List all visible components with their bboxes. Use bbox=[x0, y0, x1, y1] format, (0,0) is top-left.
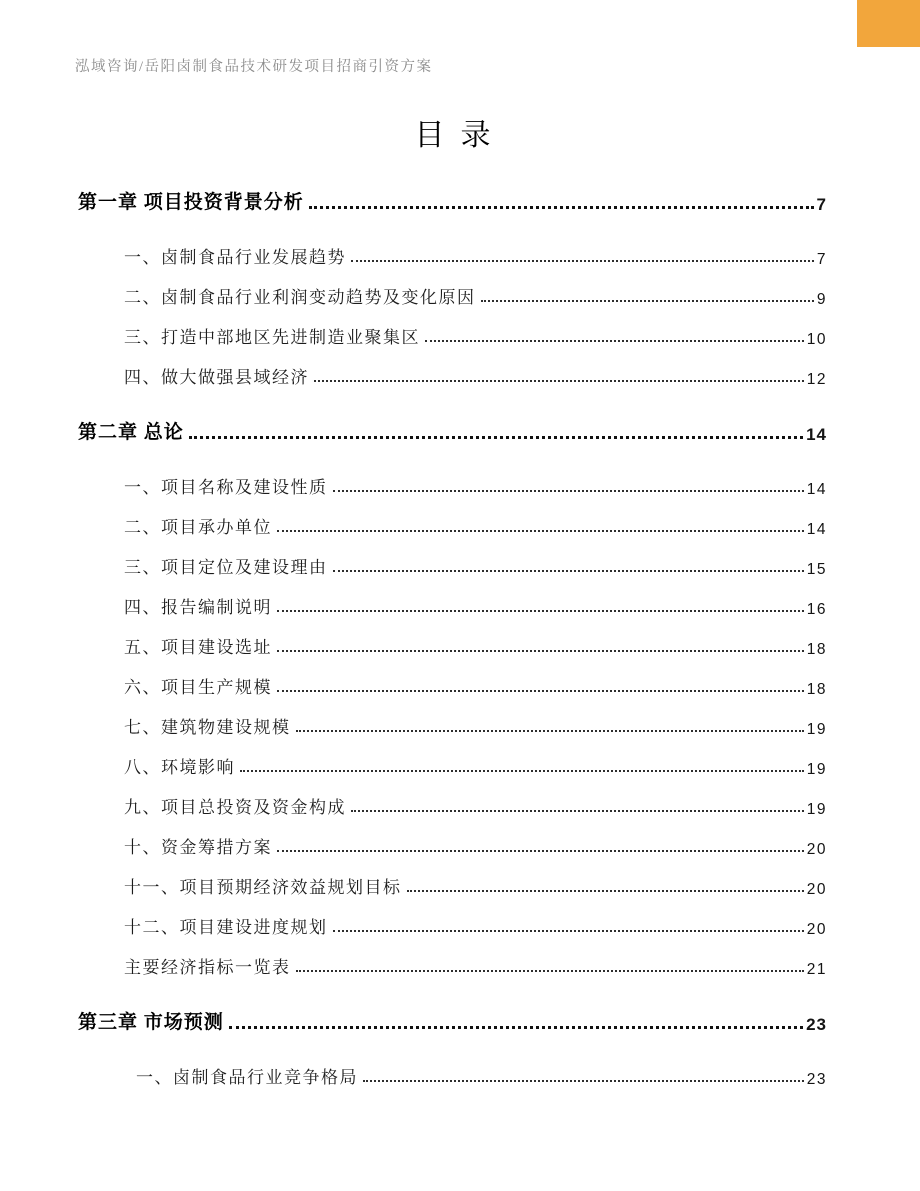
dotted-leader bbox=[363, 1080, 804, 1082]
dotted-leader bbox=[296, 730, 804, 732]
dotted-leader bbox=[407, 890, 804, 892]
toc-entry-page-number: 7 bbox=[816, 251, 827, 268]
toc-entry-label: 十二、项目建设进度规划 bbox=[124, 918, 328, 937]
toc-row[interactable] bbox=[78, 660, 827, 700]
dotted-leader bbox=[333, 930, 804, 932]
toc-entry-label: 二、项目承办单位 bbox=[124, 518, 272, 537]
toc-entry-label: 主要经济指标一览表 bbox=[124, 958, 291, 977]
toc-row[interactable] bbox=[78, 270, 827, 310]
toc-entry-label: 十一、项目预期经济效益规划目标 bbox=[124, 878, 402, 897]
toc-row[interactable] bbox=[78, 860, 827, 900]
toc-entry-page-number: 23 bbox=[806, 1015, 827, 1034]
toc-entry-label: 七、建筑物建设规模 bbox=[124, 718, 291, 737]
toc-entry-page-number: 21 bbox=[806, 961, 827, 978]
toc-entry-label: 四、报告编制说明 bbox=[124, 598, 272, 617]
toc-entry-label: 二、卤制食品行业利润变动趋势及变化原因 bbox=[124, 288, 476, 307]
toc-entry-page-number: 15 bbox=[806, 561, 827, 578]
toc-entry-page-number: 19 bbox=[806, 721, 827, 738]
dotted-leader bbox=[351, 810, 804, 812]
toc-row[interactable] bbox=[78, 460, 827, 500]
toc-row[interactable] bbox=[78, 406, 827, 446]
dotted-leader bbox=[277, 690, 804, 692]
dotted-leader bbox=[296, 970, 804, 972]
dotted-leader bbox=[277, 650, 804, 652]
toc-entry-label: 十、资金筹措方案 bbox=[124, 838, 272, 857]
toc-row[interactable] bbox=[78, 310, 827, 350]
toc-entry-page-number: 20 bbox=[806, 881, 827, 898]
toc-entry-label: 三、打造中部地区先进制造业聚集区 bbox=[124, 328, 420, 347]
dotted-leader bbox=[333, 570, 804, 572]
toc-entry-label: 四、做大做强县域经济 bbox=[124, 368, 309, 387]
toc-row[interactable] bbox=[78, 940, 827, 980]
toc-row[interactable] bbox=[78, 700, 827, 740]
toc-entry-page-number: 12 bbox=[806, 371, 827, 388]
toc-entry-label: 六、项目生产规模 bbox=[124, 678, 272, 697]
dotted-leader bbox=[309, 206, 814, 209]
toc-entry-page-number: 14 bbox=[806, 425, 827, 444]
toc-entry-page-number: 9 bbox=[816, 291, 827, 308]
toc-entry-label: 第一章 项目投资背景分析 bbox=[78, 192, 304, 213]
dotted-leader bbox=[425, 340, 804, 342]
toc-entry-page-number: 19 bbox=[806, 801, 827, 818]
dotted-leader bbox=[314, 380, 804, 382]
document-header-text: 泓域咨询/岳阳卤制食品技术研发项目招商引资方案 bbox=[75, 59, 433, 75]
page-title: 目录 bbox=[414, 119, 507, 152]
toc-entry-page-number: 19 bbox=[806, 761, 827, 778]
toc-row[interactable] bbox=[78, 500, 827, 540]
dotted-leader bbox=[240, 770, 804, 772]
toc-entry-page-number: 18 bbox=[806, 681, 827, 698]
dotted-leader bbox=[277, 850, 804, 852]
toc-entry-page-number: 10 bbox=[806, 331, 827, 348]
toc-entry-page-number: 20 bbox=[806, 921, 827, 938]
toc-entry-label: 五、项目建设选址 bbox=[124, 638, 272, 657]
accent-corner-block bbox=[857, 0, 920, 47]
toc-row[interactable] bbox=[78, 580, 827, 620]
dotted-leader bbox=[351, 260, 814, 262]
toc-row[interactable] bbox=[78, 900, 827, 940]
toc-entry-page-number: 16 bbox=[806, 601, 827, 618]
toc-entry-label: 第三章 市场预测 bbox=[78, 1012, 224, 1033]
toc-entry-label: 九、项目总投资及资金构成 bbox=[124, 798, 346, 817]
toc-content bbox=[78, 0, 827, 1090]
toc-row[interactable] bbox=[78, 350, 827, 390]
dotted-leader bbox=[333, 490, 804, 492]
toc-row[interactable] bbox=[78, 1050, 827, 1090]
toc-row[interactable] bbox=[78, 176, 827, 216]
dotted-leader bbox=[229, 1026, 803, 1029]
toc-entry-page-number: 14 bbox=[806, 481, 827, 498]
toc-entry-label: 一、项目名称及建设性质 bbox=[124, 478, 328, 497]
toc-entry-label: 八、环境影响 bbox=[124, 758, 235, 777]
toc-row[interactable] bbox=[78, 780, 827, 820]
dotted-leader bbox=[277, 610, 804, 612]
toc-row[interactable] bbox=[78, 996, 827, 1036]
dotted-leader bbox=[189, 436, 803, 439]
toc-list bbox=[78, 176, 827, 1090]
toc-entry-label: 一、卤制食品行业发展趋势 bbox=[124, 248, 346, 267]
toc-entry-page-number: 7 bbox=[816, 195, 827, 214]
toc-entry-page-number: 18 bbox=[806, 641, 827, 658]
toc-row[interactable] bbox=[78, 230, 827, 270]
toc-entry-label: 第二章 总论 bbox=[78, 422, 184, 443]
toc-row[interactable] bbox=[78, 540, 827, 580]
toc-entry-page-number: 23 bbox=[806, 1071, 827, 1088]
toc-entry-page-number: 20 bbox=[806, 841, 827, 858]
toc-entry-label: 一、卤制食品行业竞争格局 bbox=[136, 1068, 358, 1087]
toc-row[interactable] bbox=[78, 740, 827, 780]
dotted-leader bbox=[277, 530, 804, 532]
toc-row[interactable] bbox=[78, 820, 827, 860]
toc-entry-page-number: 14 bbox=[806, 521, 827, 538]
toc-entry-label: 三、项目定位及建设理由 bbox=[124, 558, 328, 577]
dotted-leader bbox=[481, 300, 814, 302]
toc-row[interactable] bbox=[78, 620, 827, 660]
